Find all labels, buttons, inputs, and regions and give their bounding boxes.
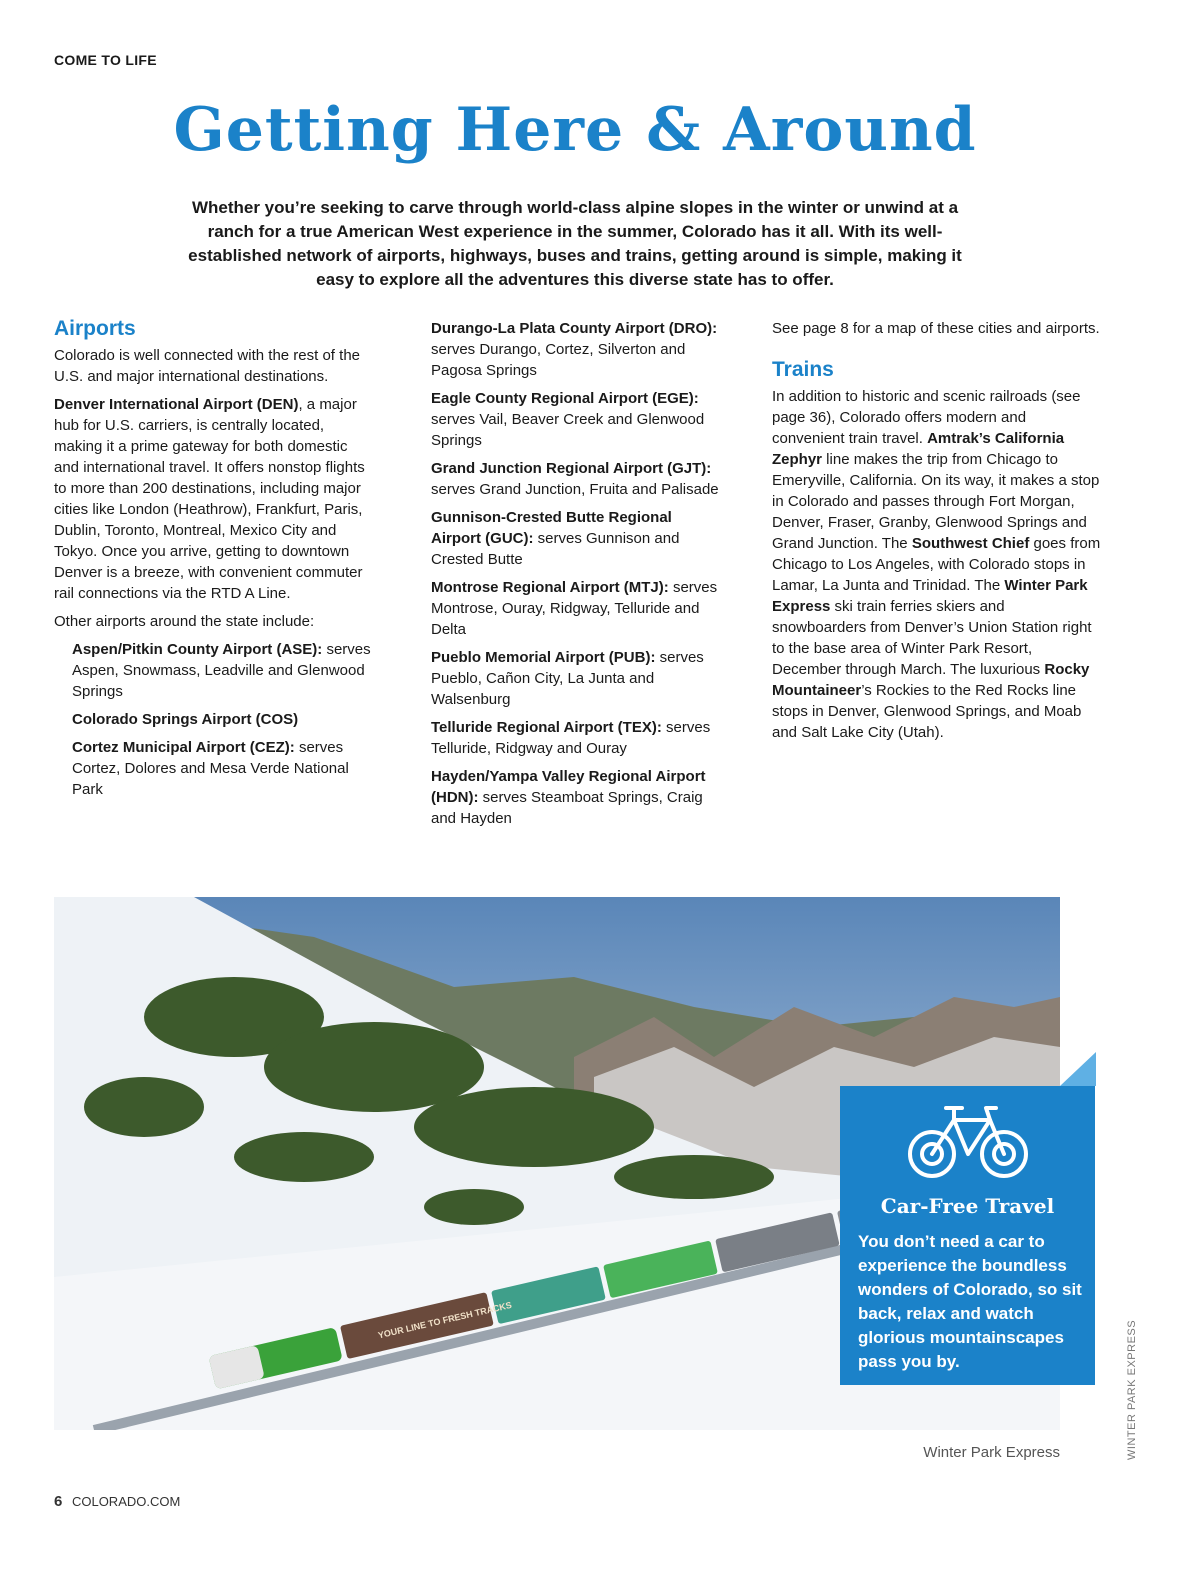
footer-site: COLORADO.COM <box>71 1494 181 1509</box>
airport-name: Durango-La Plata County Airport (DRO): <box>431 320 718 337</box>
trains-text: In addition to historic and scenic railroads (see page 36), Colorado offers modern and convenient train travel. <box>772 388 1081 447</box>
airport-text: serves Aspen, Snowmass, Leadville and Glenwood Springs <box>72 641 371 700</box>
car-free-callout <box>840 1086 1095 1385</box>
airport-name: Hayden/Yampa Valley Regional Airport (HDN): <box>431 768 706 806</box>
airports-column <box>54 318 374 807</box>
airport-text: serves Pueblo, Cañon City, La Junta and Walsenburg <box>431 649 704 708</box>
airport-name: Aspen/Pitkin County Airport (ASE): <box>72 641 323 658</box>
airport-item <box>54 737 374 800</box>
airport-text: serves Telluride, Ridgway and Ouray <box>431 719 711 757</box>
train-livery-text: YOUR LINE TO FRESH TRACKS <box>377 1299 513 1341</box>
callout-fold <box>1060 1052 1096 1086</box>
airport-name: Gunnison-Crested Butte Regional Airport (GUC): <box>431 509 672 547</box>
airport-text: serves Vail, Beaver Creek and Glenwood Springs <box>431 411 705 449</box>
trains-paragraph <box>772 386 1102 743</box>
callout-text: You don’t need a car to experience the boundless wonders of Colorado, so sit back, relax and watch glorious mountainscapes pass you by. <box>858 1232 1082 1371</box>
page-number: 6 <box>54 1493 63 1510</box>
photo-caption: Winter Park Express <box>923 1444 1060 1461</box>
train-name: Amtrak’s California Zephyr <box>772 430 1065 468</box>
train-name: Rocky Mountaineer <box>772 661 1090 699</box>
trains-text: ’s Rockies to the Red Rocks line stops in Denver, Glenwood Springs, and Moab and Salt Lake City (Utah). <box>772 682 1082 741</box>
airports-heading: Airports <box>54 317 136 340</box>
den-paragraph <box>54 394 374 604</box>
train-name: Winter Park Express <box>772 577 1088 615</box>
airport-text: serves Gunnison and Crested Butte <box>431 530 680 568</box>
airport-item <box>431 647 721 710</box>
airport-text: serves Steamboat Springs, Craig and Hayden <box>431 789 703 827</box>
bicycle-icon <box>904 1102 1032 1182</box>
callout-title: Car-Free Travel <box>880 1194 1055 1218</box>
airport-name: Telluride Regional Airport (TEX): <box>431 719 662 736</box>
train-name: Southwest Chief <box>911 535 1030 552</box>
trains-text: line makes the trip from Chicago to Emeryville, California. On its way, it makes a stop in Colorado and passes through Fort Morgan, Denver, Fraser, Granby, Glenwood Springs and Grand Junction. The <box>772 451 1100 552</box>
other-airports-intro: Other airports around the state include: <box>54 613 315 630</box>
trains-column <box>772 318 1102 750</box>
airport-item <box>431 577 721 640</box>
airport-text: serves Cortez, Dolores and Mesa Verde National Park <box>72 739 349 798</box>
trains-text: goes from Chicago to Los Angeles, with Colorado stops in Lamar, La Junta and Trinidad. The <box>772 535 1101 594</box>
map-note: See page 8 for a map of these cities and airports. <box>772 320 1100 337</box>
airport-name: Pueblo Memorial Airport (PUB): <box>431 649 656 666</box>
airport-text: serves Montrose, Ouray, Ridgway, Telluride and Delta <box>431 579 718 638</box>
airports-list-column <box>431 318 721 836</box>
airport-name: Cortez Municipal Airport (CEZ): <box>72 739 295 756</box>
section-tag: COME TO LIFE <box>54 52 157 68</box>
airport-item <box>54 639 374 702</box>
airport-name: Colorado Springs Airport (COS) <box>72 711 299 728</box>
airport-name: Eagle County Regional Airport (EGE): <box>431 390 699 407</box>
den-name: Denver International Airport (DEN) <box>54 396 299 413</box>
airport-item <box>431 717 721 759</box>
side-label: WINTER PARK EXPRESS <box>1126 1319 1138 1460</box>
page-footer <box>54 1493 180 1510</box>
airport-item <box>431 458 721 500</box>
page-title: Getting Here & Around <box>173 95 977 165</box>
airport-item <box>431 766 721 829</box>
airports-intro: Colorado is well connected with the rest of the U.S. and major international destinations. <box>54 347 360 385</box>
airport-text: serves Grand Junction, Fruita and Palisade <box>431 481 719 498</box>
airport-item <box>431 388 721 451</box>
den-text: , a major hub for U.S. carriers, is centrally located, making it a prime gateway for both domestic and international travel. It offers nonstop flights to more than 200 destinations, including major cities like London (Heathrow), Frankfurt, Paris, Dublin, Toronto, Montreal, Mexico City and Tokyo. Once you arrive, getting to downtown Denver is a breeze, with convenient commuter rail connections via the RTD A Line. <box>54 396 365 602</box>
airport-text: serves Durango, Cortez, Silverton and Pagosa Springs <box>431 341 686 379</box>
airport-name: Montrose Regional Airport (MTJ): <box>431 579 669 596</box>
airport-item <box>431 507 721 570</box>
intro-paragraph: Whether you’re seeking to carve through world-class alpine slopes in the winter or unwind at a ranch for a true American West experience in the summer, Colorado has it all. With its well-established network of airports, highways, buses and trains, getting around is simple, making it easy to explore all the adventures this diverse state has to offer. <box>188 198 962 289</box>
airport-name: Grand Junction Regional Airport (GJT): <box>431 460 712 477</box>
trains-text: ski train ferries skiers and snowboarders from Denver’s Union Station right to the base area of Winter Park Resort, December through March. The luxurious <box>772 598 1092 678</box>
airport-item <box>54 709 374 730</box>
airport-item <box>431 318 721 381</box>
trains-heading: Trains <box>772 358 834 381</box>
